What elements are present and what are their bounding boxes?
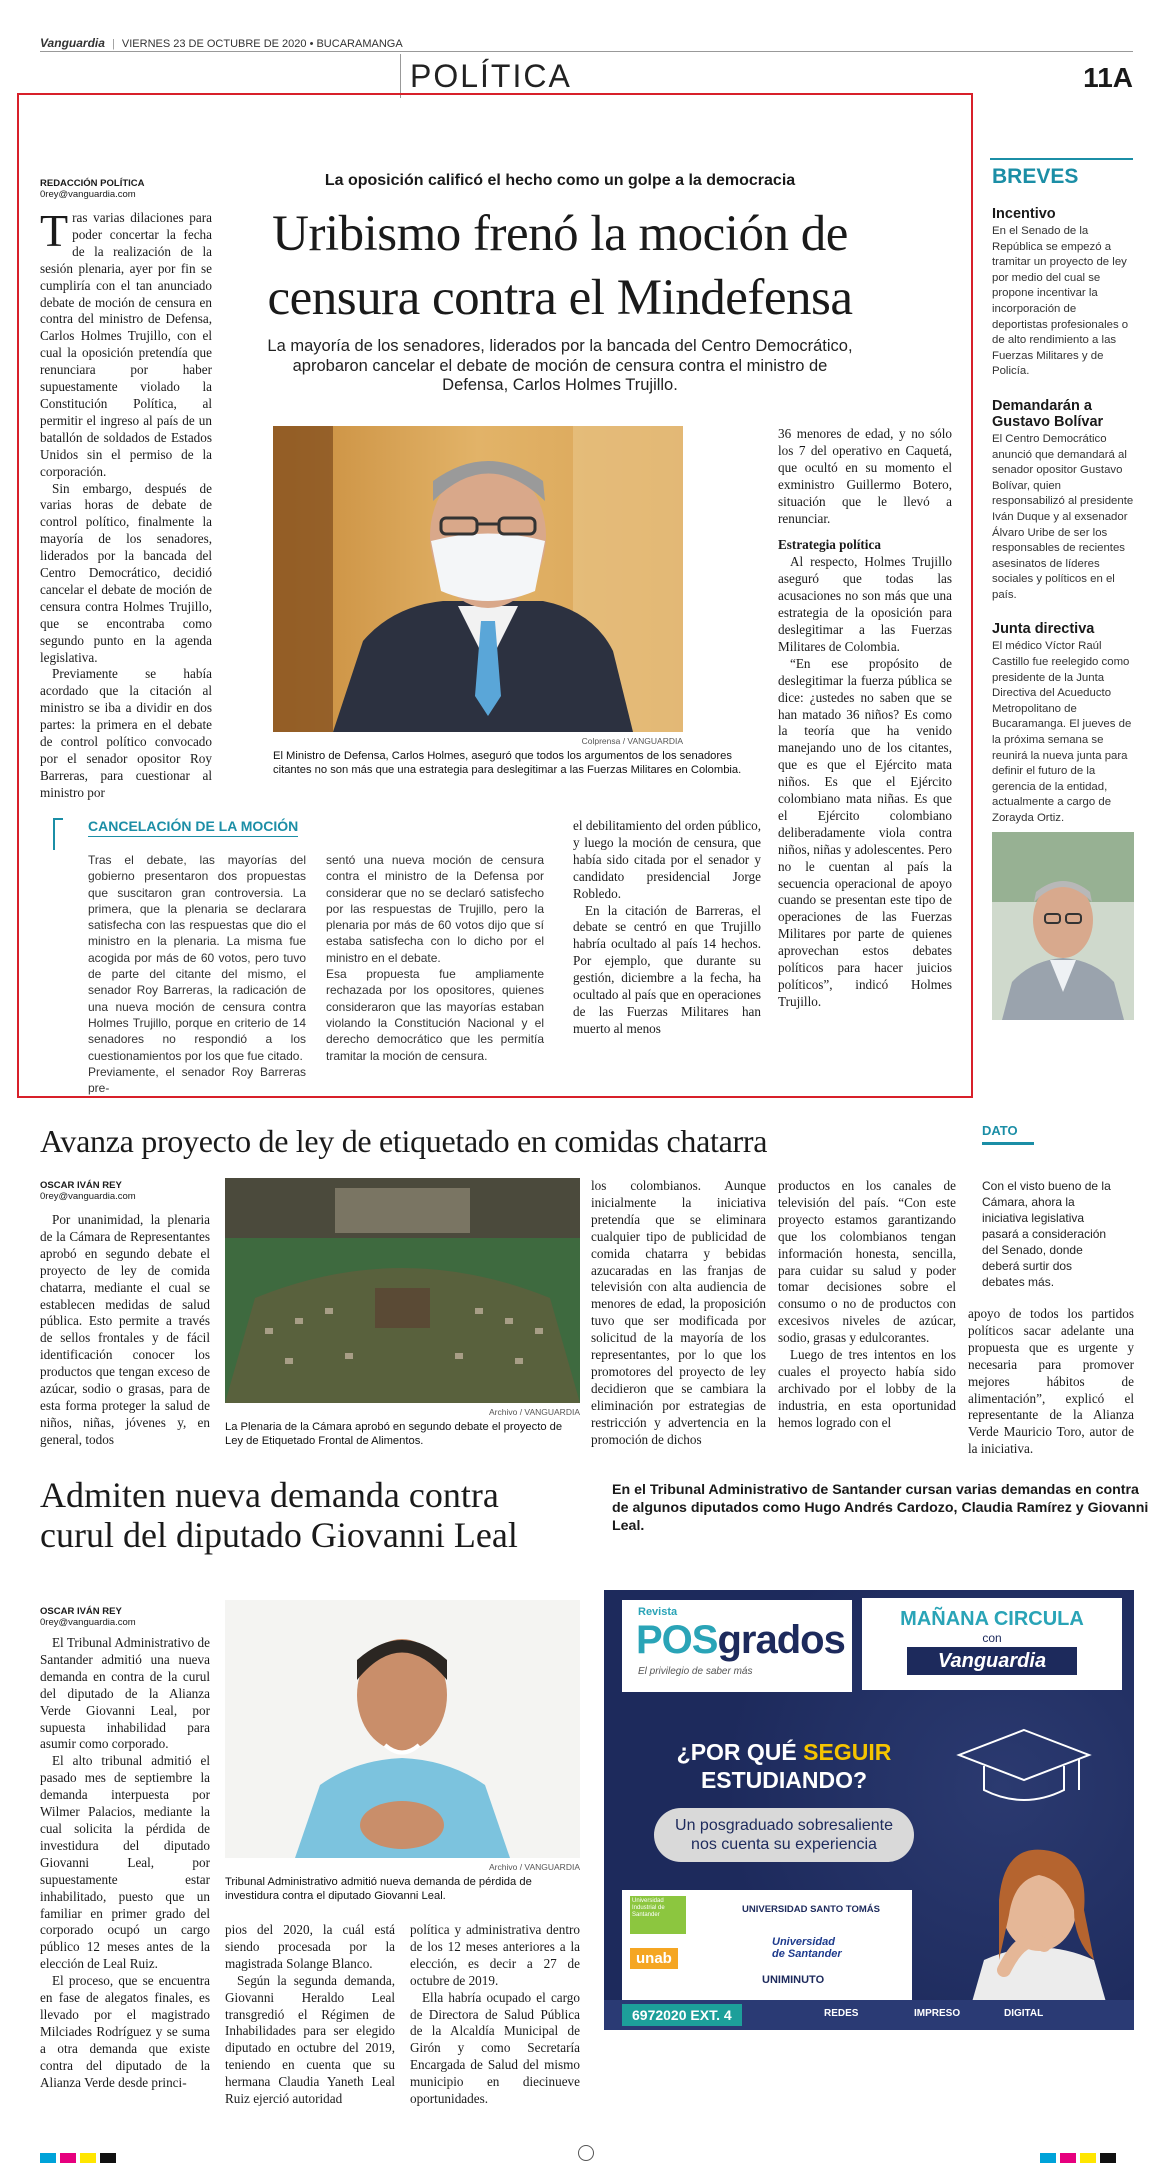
main-col1-p3: Previamente se había acordado que la citación al ministro se iba a dividir en dos partes: la primera en el debate de control político convocado por el senador opositor Roy Barreras, para cuestionar al ministro por — [40, 666, 212, 800]
ad-channel-redes: REDES — [824, 2008, 859, 2019]
brief-title-line-2: Gustavo Bolívar — [992, 413, 1104, 430]
byline-email: 0rey@vanguardia.com — [40, 1617, 136, 1628]
ad-pill: Un posgraduado sobresaliente nos cuenta su experiencia — [654, 1808, 914, 1862]
byline-email: 0rey@vanguardia.com — [40, 1191, 136, 1202]
leal-byline — [40, 1606, 136, 1628]
main-col4-p1: 36 menores de edad, y no sólo los 7 del operativo en Caquetá, que ocultó en su momento el exministro Guillermo Botero, situación que le llevó a renunciar. — [778, 426, 952, 526]
brief-title: Incentivo — [992, 206, 1056, 222]
cancelacion-title: CANCELACIÓN DE LA MOCIÓN — [88, 818, 299, 834]
registration-bar-right — [1040, 2150, 1120, 2168]
leal-col1-p1: El Tribunal Administrativo de Santander admitió una nueva demanda en contra de la curul del diputado de la Alianza Verde Giovanni Leal, por supuesta inhabilidad para asumir como corporado. — [40, 1635, 210, 1752]
header-rule — [40, 51, 1133, 52]
logo-uniminuto: UNIMINUTO — [762, 1974, 825, 1986]
leal-photo — [225, 1600, 580, 1858]
leal-col-1 — [40, 1635, 210, 2091]
ad-tagline: El privilegio de saber más — [638, 1666, 753, 1677]
etiquetado-col1-text: Por unanimidad, la plenaria de la Cámara de Representantes aprobó en segundo debate el proyecto de ley de comida chatarra, mediante el cual se establecen medidas de salud pública. Esto permite a través de sellos frontales y de fácil identificación conocer los productos que tengan exceso de azúcar, sodio o grasas, para de esta forma proteger la salud de niños, niñas, jóvenes y, en general, todos — [40, 1212, 210, 1447]
main-headline — [225, 202, 895, 330]
main-col1-p1-text: ras varias dilaciones para poder concertar la fecha de la realización de la sesión plenaria, ayer por fin se cumpliría con el tan anunciado debate de moción de censura en contra del ministro de Defensa, Carlos Holmes Trujillo, con el cual la oposición pretendía que renunciara por haber supuestamente violado la Constitución Política, al permitir el ingreso al país de un batallón de soldados de Estados Unidos sin el permiso de la corporación. — [40, 210, 212, 479]
page-number: 11A — [1083, 62, 1133, 93]
main-col3-p2: En la citación de Barreras, el debate se centró en que Trujillo habría ocultado al país 14 hechos. Por ejemplo, que durante su gestión, diciembre a la fecha, ha ocultado al país que en operaciones de las Fuerzas Militares han muerto al menos — [573, 902, 761, 1036]
main-kicker: La oposición calificó el hecho como un golpe a la democracia — [324, 172, 796, 189]
logo-unab — [630, 1948, 678, 1969]
subhead-estrategia: Estrategia política — [778, 537, 881, 553]
etiquetado-col-1 — [40, 1212, 210, 1449]
main-col4-p3: “En ese propósito de deslegitimar la fuerza pública se dice: ¿ustedes no saben que se han matado 36 niños? Es como la teoría que ha venido manejando uno de los citantes, que es que el Ejército mata niños. Es que el Ejército colombiano mata niñas. Es que el Ejército colombiano deliberadamente viola contra niños, niñas y adolescentes. Pero no le cuentan al país la secuencia operacional de apoyo cuando se presentan este tipo de operaciones de las Fuerzas Militares por parte de quienes aprovechan estos debates políticos para hacer juicios políticos”, indicó Holmes Trujillo. — [778, 655, 952, 1009]
leal-headline-line-1: Admiten nueva demanda contra — [40, 1475, 499, 1515]
ad-logo-grados: grados — [717, 1618, 845, 1662]
posgrados-ad — [604, 1590, 1134, 2030]
ad-phone — [622, 2004, 742, 2026]
ad-circula-line-3: Vanguardia — [937, 1650, 1047, 1672]
camara-photo-credit: Archivo / VANGUARDIA — [488, 1407, 580, 1417]
registration-bar-left — [40, 2150, 120, 2168]
cancelacion-bracket — [53, 818, 63, 850]
main-col-3 — [573, 818, 761, 1038]
leal-col3-p1: política y administrativa dentro de los 12 meses anteriores a la elección, es decir a 27 de octubre de 2019. — [410, 1922, 580, 1988]
breves-list — [992, 206, 1134, 845]
leal-col2-p1: pios del 2020, la cuál está siendo procesada por la magistrada Solange Blanco. — [225, 1922, 395, 1971]
etiquetado-headline: Avanza proyecto de ley de etiquetado en comidas chatarra — [40, 1123, 768, 1159]
ad-channel-impreso: IMPRESO — [914, 2008, 961, 2019]
dato-rule — [982, 1142, 1034, 1145]
ad-revista: Revista — [638, 1606, 678, 1618]
etiquetado-col4-text: apoyo de todos los partidos políticos sacar adelante una propuesta que es urgente y necesaria para promover mejores hábitos de alimentación”, explicó el representante de la Alianza Verde Mauricio Toro, autor de la iniciativa. — [968, 1306, 1134, 1457]
main-photo-caption: El Ministro de Defensa, Carlos Holmes, aseguró que todos los argumentos de los senadores citantes no son más que una estrategia para deslegitimar a las Fuerzas Militares en Colombia. — [273, 750, 742, 777]
main-byline — [40, 178, 145, 200]
ad-circula-line-1: MAÑANA CIRCULA — [900, 1608, 1084, 1630]
logo-uis-text: Universidad Industrial de Santander — [632, 1898, 665, 1918]
leal-headline — [40, 1475, 580, 1555]
ad-circula-box — [862, 1598, 1122, 1690]
cancelacion-col-a — [88, 852, 306, 1096]
ad-graduation-cap-icon — [954, 1720, 1094, 1815]
castillo-illustration — [992, 832, 1134, 1020]
brief-item — [992, 398, 1134, 604]
ad-top-white — [622, 1600, 852, 1692]
ad-woman-figure — [944, 1820, 1134, 2030]
main-col4-p2: Al respecto, Holmes Trujillo aseguró que todas las acusaciones no son más que una estrategia de la oposición para deslegitimar a las Fuerzas Militares de Colombia. — [778, 554, 952, 654]
logo-ust: UNIVERSIDAD SANTO TOMÁS — [742, 1904, 880, 1915]
leal-photo-credit: Archivo / VANGUARDIA — [488, 1862, 580, 1872]
main-col3-p1: el debilitamiento del orden público, y luego la moción de censura, que había sido citada por el senador y candidato presidencial Jorge Robledo. — [573, 818, 761, 901]
dato-text: Con el visto bueno de la Cámara, ahora la iniciativa legislativa pasará a consideración del Senado, donde deberá surtir dos debates más. — [982, 1179, 1111, 1289]
cancelacion-col-b — [326, 852, 544, 1064]
logo-uis — [630, 1896, 686, 1934]
camara-photo — [225, 1178, 580, 1403]
brief-text: El médico Víctor Raúl Castillo fue reelegido como presidente de la Junta Directiva del Acueducto Metropolitano de Bucaramanga. El jueves de la próxima semana se reunirá la nueva junta para definir el futuro de la gerencia de la entidad, actualmente a cargo de Zorayda Ortiz. — [992, 640, 1132, 824]
cancelacion-a-p2: Previamente, el senador Roy Barreras pre- — [88, 1064, 306, 1096]
castillo-photo — [992, 832, 1134, 1020]
logo-unab-text: unab — [636, 1950, 672, 1967]
main-col1-p1 — [40, 205, 212, 481]
ad-question-highlight: SEGUIR — [803, 1739, 892, 1765]
ad-phone-text: 6972020 EXT. 4 — [632, 2007, 732, 2023]
main-photo-credit: Colprensa / VANGUARDIA — [581, 736, 683, 746]
leal-col2-p2: Según la segunda demanda, Giovanni Heraldo Leal transgredió el Régimen de Inhabilidades para ser elegido diputado en octubre del 2019, teniendo en cuenta que su hermana Claudia Yaneth Leal Ruiz ejerció autoridad — [225, 1972, 395, 2107]
leal-illustration — [225, 1600, 580, 1858]
ad-logos-panel — [622, 1890, 912, 2000]
brief-item — [992, 621, 1134, 826]
main-deck: La mayoría de los senadores, liderados por la bancada del Centro Democrático, aprobaron cancelar el debate de moción de censura contra el ministro de Defensa, Carlos Holmes Trujillo. — [267, 337, 853, 394]
etiquetado-col2-text: los colombianos. Aunque inicialmente la iniciativa pretendía que se eliminara cualquier tipo de publicidad de comida chatarra y bebidas azucaradas en las franjas de televisión con alta audiencia de menores de edad, la proposición tuvo que ser modificada por solicitud de la mayoría de los representantes, por lo que los promotores del proyecto de ley decidieron que se cambiara la eliminación por estrategias de restricción y advertencia en la promoción de dichos — [591, 1178, 766, 1447]
etiquetado-col3-p1: productos en los canales de televisión del país. “Con este proyecto estamos garantizando que los colombianos tengan información honesta, sencilla, para cuidar su salud y poder tomar decisiones sobre el consumo o no de productos con excesivos niveles de azúcar, sodio, grasas y edulcorantes. — [778, 1178, 956, 1346]
leal-col-3 — [410, 1922, 580, 2108]
brand-name: Vanguardia — [40, 36, 105, 50]
byline-name: OSCAR IVÁN REY — [40, 1180, 122, 1191]
leal-col1-p2: El alto tribunal admitió el pasado mes de septiembre la demanda interpuesta por Wilmer Palacios, mediante la cual solicita la pérdida de investidura del diputado Giovanni Leal, por supuestamente estar inhabilitado, puesto que un familiar en primer grado del corporado ocupó un cargo público 12 meses antes de la elección de Leal Ruiz. — [40, 1753, 210, 1972]
main-col-4 — [778, 426, 952, 1011]
leal-col-2 — [225, 1922, 395, 2108]
cancelacion-rule — [88, 836, 298, 837]
camara-photo-caption: La Plenaria de la Cámara aprobó en segundo debate el proyecto de Ley de Etiquetado Frontal de Alimentos. — [225, 1421, 563, 1448]
cancelacion-b-p1: sentó una nueva moción de censura contra el ministro de la Defensa por considerar que no se declaró satisfecho por las respuestas de Trujillo, pero la plenaria por más de 60 votos dijo que sí estaba satisfecha con lo dicho por el ministro en el debate. — [326, 853, 544, 965]
ad-footer-bar — [604, 2000, 1134, 2030]
minister-photo — [273, 426, 683, 732]
headline-line-2: censura contra el Mindefensa — [267, 270, 853, 326]
section-divider — [400, 54, 401, 98]
leal-col1-p3: El proceso, que se encuentra en fase de alegatos finales, es llevado por el magistrado Milciades Rodríguez y se suma a otra demanda que existe contra del diputado de la Alianza Verde desde princi- — [40, 1973, 210, 2090]
brief-title: Junta directiva — [992, 621, 1095, 638]
brief-text: En el Senado de la República se empezó a tramitar un proyecto de ley por medio del cual se propone incentivar la incorporación de deportistas profesionales o de alto rendimiento a las Fuerzas Militares y de Policía. — [992, 225, 1129, 378]
cancelacion-a-p1: Tras el debate, las mayorías del gobierno presentaron dos propuestas que suscitaron gran controversia. La primera, que la plenaria se declarara satisfecha con las respuestas que dio el ministro en la plenaria. La misma fue acogida por más de 60 votos, pero tuvo de parte del citante del mismo, el senador Roy Barreras, la radicación de una nueva moción de censura contra Holmes Trujillo, porque en criterio de 14 senadores no respondió a los cuestionamientos por los que fue citado. — [88, 853, 306, 1063]
ad-vanguardia-logo — [907, 1647, 1077, 1675]
etiquetado-col3-p2: Luego de tres intentos en los cuales el proyecto había sido archivado por el lobby de la industria, en esta oportunidad hemos logrado con el — [778, 1347, 956, 1430]
etiquetado-byline — [40, 1180, 136, 1202]
ad-logo-pos: POS — [636, 1618, 718, 1662]
ad-circula-line-2: con — [982, 1631, 1002, 1645]
ad-question — [654, 1738, 914, 1794]
masthead-line: Vanguardia | VIERNES 23 DE OCTUBRE DE 2020 • BUCARAMANGA — [40, 36, 403, 50]
leal-col3-p2: Ella habría ocupado el cargo de Directora de Salud Pública de la Alcaldía Municipal de Girón y como Secretaría Encargada de Salud del mismo municipio en diecinueve oportunidades. — [410, 1989, 580, 2107]
leal-side-deck: En el Tribunal Administrativo de Santander cursan varias demandas en contra de algunos diputados como Hugo Andrés Cardozo, Claudia Ramírez y Giovanni Leal. — [612, 1482, 1149, 1534]
brief-title-line-1: Demandarán a — [992, 397, 1092, 414]
minister-illustration — [273, 426, 683, 732]
byline-name: REDACCIÓN POLÍTICA — [40, 178, 145, 189]
logo-udes-line-1: Universidad — [772, 1936, 835, 1948]
cancelacion-b-p2: Esa propuesta fue ampliamente rechazada por los opositores, quienes consideraron que las mayorías estaban violando la Constitución Nacional y el derecho democrático que les permitía tramitar la moción de censura. — [326, 967, 544, 1063]
brief-title — [992, 398, 1134, 430]
registration-crosshair-icon — [578, 2145, 594, 2161]
etiquetado-col-2 — [591, 1178, 766, 1449]
dropcap: T — [40, 205, 69, 256]
byline-email: 0rey@vanguardia.com — [40, 189, 136, 200]
etiquetado-col-3 — [778, 1178, 956, 1432]
ad-question-part-2: ESTUDIANDO? — [700, 1767, 868, 1793]
breves-title: BREVES — [992, 165, 1079, 188]
breves-rule — [990, 158, 1133, 160]
headline-line-1: Uribismo frenó la moción de — [272, 206, 848, 262]
section-title: POLÍTICA — [410, 58, 572, 94]
camara-illustration — [225, 1178, 580, 1403]
brief-text: El Centro Democrático anunció que demandará al senador opositor Gustavo Bolívar, quien responsabilizó al presidente Iván Duque y al exsenador Álvaro Uribe de ser los responsables de recientes asesinatos de líderes sociales y políticos en el país. — [992, 432, 1134, 601]
main-col-1 — [40, 205, 212, 802]
byline-name: OSCAR IVÁN REY — [40, 1606, 122, 1617]
logo-udes-line-2: de Santander — [772, 1948, 842, 1960]
dateline: VIERNES 23 DE OCTUBRE DE 2020 • BUCARAMANGA — [121, 38, 403, 50]
dato-title: DATO — [982, 1123, 1018, 1138]
leal-headline-line-2: curul del diputado Giovanni Leal — [40, 1515, 518, 1555]
etiquetado-col-4 — [968, 1306, 1134, 1458]
ad-posgrados-logo — [636, 1618, 845, 1662]
leal-photo-caption: Tribunal Administrativo admitió nueva demanda de pérdida de investidura contra el diputado Giovanni Leal. — [225, 1876, 532, 1903]
ad-question-part-1: ¿POR QUÉ — [676, 1739, 797, 1765]
logo-udes — [772, 1936, 842, 1960]
brief-item — [992, 206, 1134, 380]
main-col1-p2: Sin embargo, después de varias horas de debate de control político, finalmente la mayoría de los senadores, liderados por la bancada del Centro Democrático, decidió cancelar el debate de moción de censura contra Holmes Trujillo, que se encontraba como segundo punto en la agenda legislativa. — [40, 480, 212, 665]
ad-channel-digital: DIGITAL — [1004, 2008, 1044, 2019]
